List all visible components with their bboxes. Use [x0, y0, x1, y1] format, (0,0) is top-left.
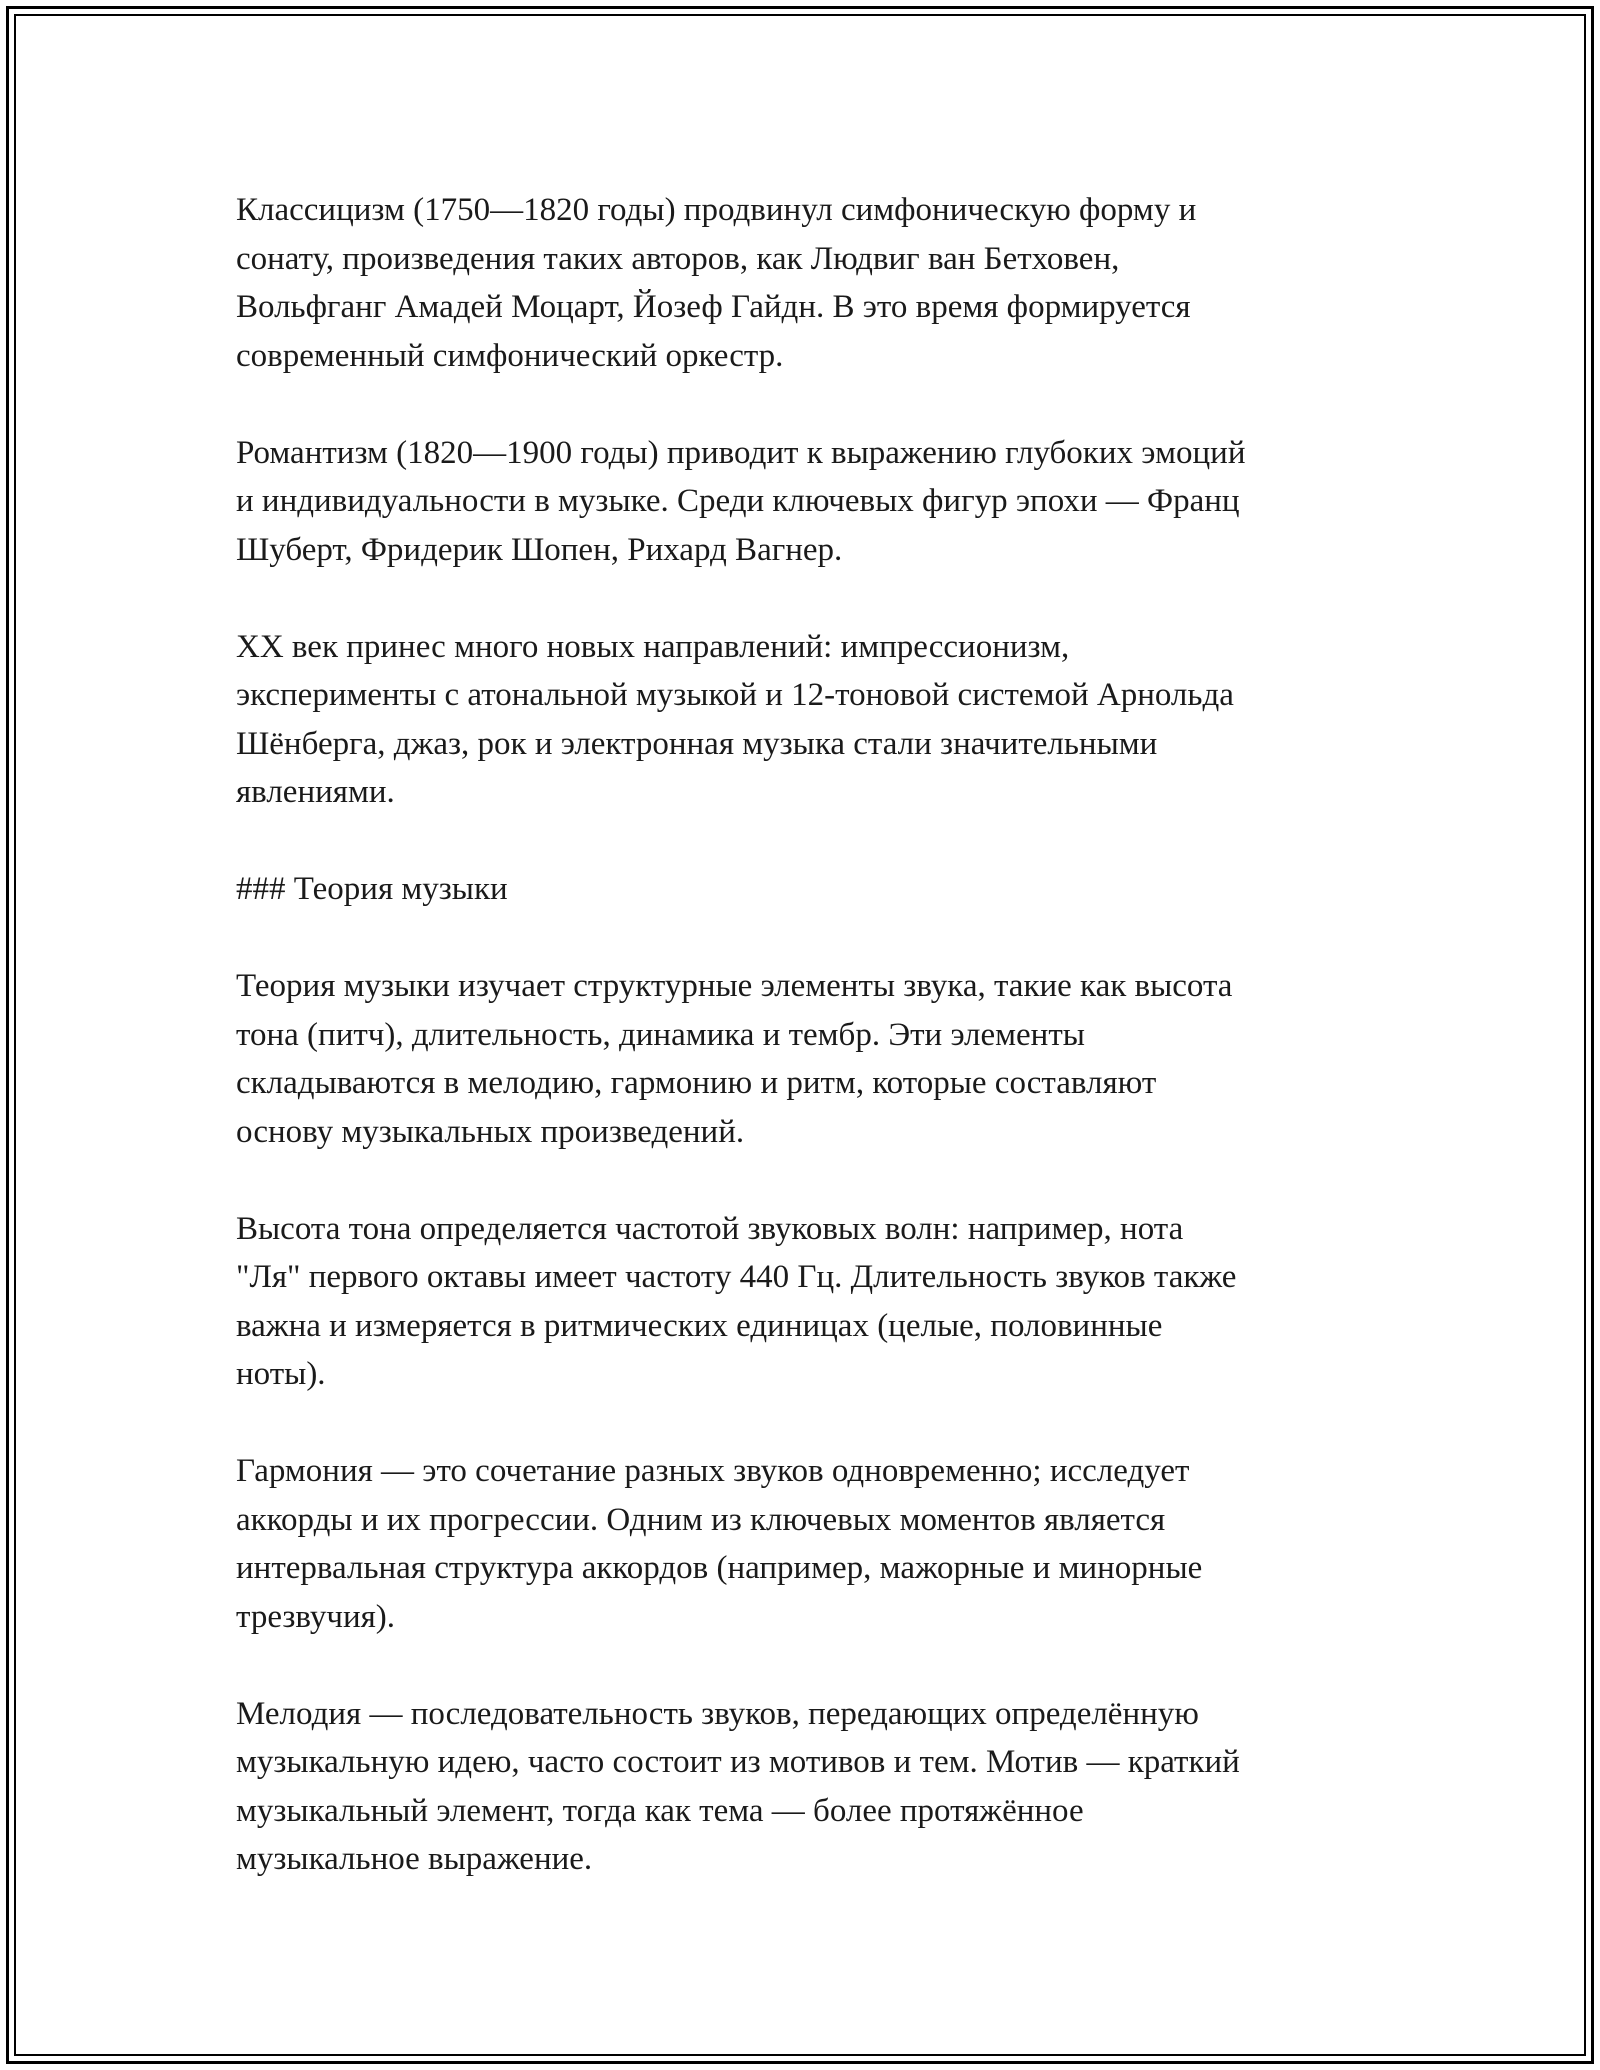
paragraph-harmony: Гармония — это сочетание разных звуков одновременно; исследует аккорды и их прогрессии. Одним из ключевых моментов является интервальная структура аккордов (например, мажорные и минорные трезвучия).: [236, 1453, 1203, 1635]
paragraph-romanticism: Романтизм (1820—1900 годы) приводит к выражению глубоких эмоций и индивидуальности в музыке. Среди ключевых фигур эпохи — Франц Шуберт, Фридерик Шопен, Рихард Вагнер.: [236, 434, 1246, 568]
paragraph-theory-intro: Теория музыки изучает структурные элементы звука, такие как высота тона (питч), длительность, динамика и тембр. Эти элементы складываются в мелодию, гармонию и ритм, которые составляют основу музыкальных произведений.: [236, 968, 1233, 1150]
paragraph-pitch: Высота тона определяется частотой звуковых волн: например, нота "Ля" первого октавы имеет частоту 440 Гц. Длительность звуков также важна и измеряется в ритмических единицах (целые, половинные ноты).: [236, 1210, 1237, 1392]
paragraph-twentieth-century: XX век принес много новых направлений: импрессионизм, эксперименты с атональной музыкой и 12-тоновой системой Арнольда Шёнберга, джаз, рок и электронная музыка стали значительными явлениями.: [236, 628, 1234, 810]
paragraph-melody: Мелодия — последовательность звуков, передающих определённую музыкальную идею, часто состоит из мотивов и тем. Мотив — краткий музыкальный элемент, тогда как тема — более протяжённое музыкальное выражение.: [236, 1695, 1240, 1877]
section-heading-music-theory: ### Теория музыки: [236, 871, 508, 907]
document-body: [236, 186, 1416, 1884]
paragraph-classicism: Классицизм (1750—1820 годы) продвинул симфоническую форму и сонату, произведения таких авторов, как Людвиг ван Бетховен, Вольфганг Амадей Моцарт, Йозеф Гайдн. В это время формируется современный симфонический оркестр.: [236, 192, 1197, 374]
